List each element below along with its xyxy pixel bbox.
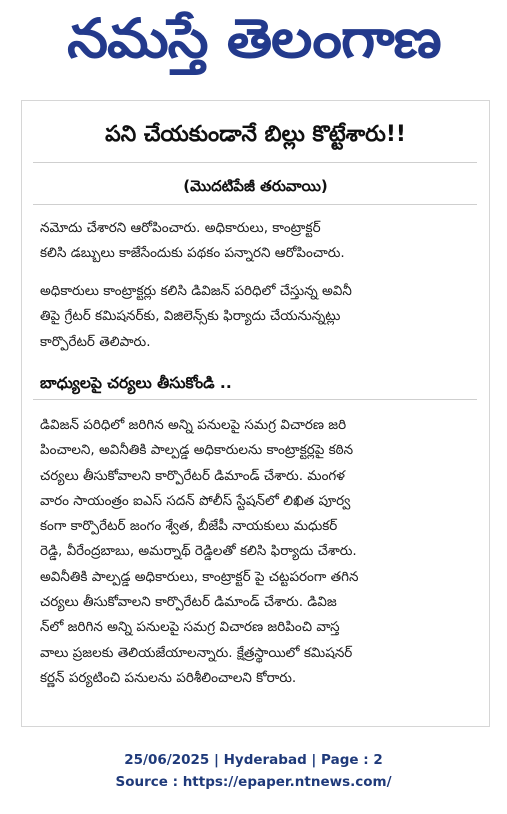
footer-source: Source : https://epaper.ntnews.com/: [115, 774, 392, 790]
article-subhead: (మొదటిపేజీ తరువాయి): [183, 177, 328, 195]
paragraph-line: చర్యలు తీసుకోవాలని కార్పొరేటర్ డిమాండ్ చేశారు. మంగళ: [40, 467, 345, 484]
subhead-divider: [33, 204, 477, 205]
paragraph-line: చర్యలు తీసుకోవాలని కార్పొరేటర్ డిమాండ్ చేశారు. డివిజ: [40, 594, 337, 611]
headline-divider: [33, 162, 477, 163]
masthead-title: నమస్తే తెలంగాణ: [66, 7, 441, 70]
paragraph-line: అవినీతికి పాల్పడ్డ అధికారులు, కాంట్రాక్టర్ పై చట్టపరంగా తగిన: [40, 568, 359, 585]
paragraph-line: కంగా కార్పొరేటర్ జంగం శ్వేత, బీజేపీ నాయకులు మధుకర్: [40, 518, 338, 535]
paragraph-line: కలిసి డబ్బులు కాజేసేందుకు పథకం పన్నారని ఆరోపించారు.: [40, 245, 345, 262]
article-crosshead: బాధ్యులపై చర్యలు తీసుకోండి ..: [40, 374, 232, 392]
article-headline: పని చేయకుండానే బిల్లు కొట్టేశారు!!: [105, 122, 406, 147]
paragraph-1: [40, 216, 472, 267]
crosshead-divider: [33, 399, 477, 400]
paragraph-line: కర్ణన్ పర్యటించి పనులను పరిశీలించాలని కోరారు.: [40, 669, 297, 686]
paragraph-2: [40, 279, 472, 355]
paragraph-line: రెడ్డి, వీరేంద్రబాబు, అమర్నాథ్ రెడ్డిలతో కలిసి ఫిర్యాదు చేశారు.: [40, 543, 357, 560]
paragraph-3: [40, 413, 472, 691]
paragraph-line: తిపై గ్రేటర్ కమిషనర్‌కు, విజిలెన్స్‌కు ఫిర్యాదు చేయనున్నట్లు: [40, 308, 341, 325]
paragraph-line: వాలు ప్రజలకు తెలియజేయాలన్నారు. క్షేత్రస్థాయిలో కమిషనర్: [40, 644, 353, 661]
paragraph-line: డివిజన్ పరిధిలో జరిగిన అన్ని పనులపై సమగ్ర విచారణ జరి: [40, 417, 347, 433]
footer-dateline: 25/06/2025 | Hyderabad | Page : 2: [124, 752, 383, 768]
paragraph-line: న్‌లో జరిగిన అన్ని పనులపై సమగ్ర విచారణ జరిపించి వాస్త: [40, 619, 340, 636]
paragraph-line: అధికారులు కాంట్రాక్టర్లు కలిసి డివిజన్ పరిధిలో చేస్తున్న అవినీ: [40, 283, 352, 299]
paragraph-line: పించాలని, అవినీతికి పాల్పడ్డ అధికారులను కాంట్రాక్టర్లపై కఠిన: [40, 442, 354, 459]
masthead: [0, 0, 507, 82]
paragraph-line: నమోదు చేశారని ఆరోపించారు. అధికారులు, కాంట్రాక్టర్: [40, 220, 321, 236]
paragraph-line: కార్పొరేటర్ తెలిపారు.: [40, 333, 151, 350]
paragraph-line: వారం సాయంత్రం ఐఎస్ సదన్ పోలీస్ స్టేషన్‌లో లిఖిత పూర్వ: [40, 492, 351, 509]
